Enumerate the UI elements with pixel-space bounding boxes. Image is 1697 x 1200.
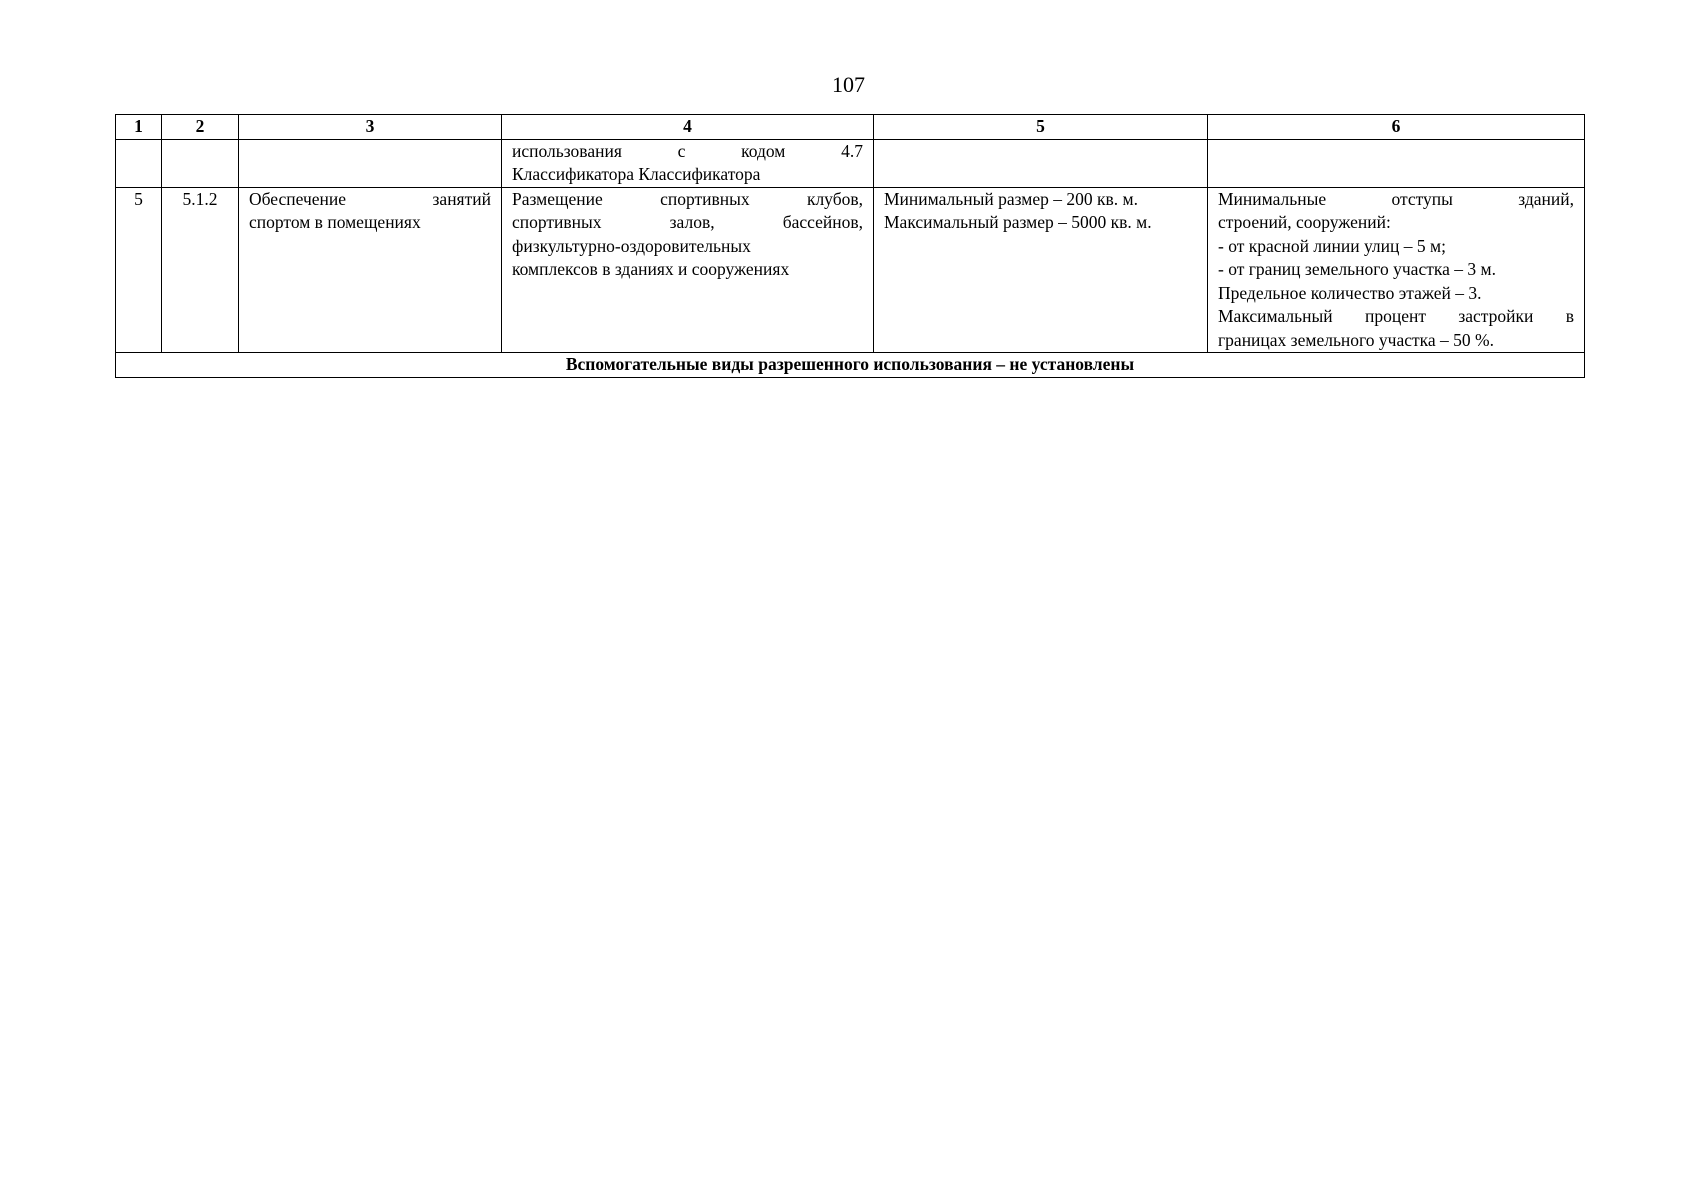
cell-use-description: [502, 187, 874, 353]
text-line: - от границ земельного участка – 3 м.: [1218, 259, 1496, 279]
text-line: - от красной линии улиц – 5 м;: [1218, 235, 1446, 256]
cell-empty: [162, 139, 239, 187]
text-line: Классификатора Классификатора: [512, 164, 761, 184]
text-line: Размещение спортивных клубов,: [512, 188, 863, 209]
continuation-row: [116, 139, 1585, 187]
header-col-3: 3: [239, 115, 502, 140]
cell-empty: [1208, 139, 1585, 187]
cell-row-number: 5: [116, 187, 162, 353]
text-line: комплексов в зданиях и сооружениях: [512, 259, 790, 279]
cell-empty: [239, 139, 502, 187]
table-row: [116, 187, 1585, 353]
text-line: Предельное количество этажей – 3.: [1218, 282, 1482, 303]
text-line: границах земельного участка – 50 %.: [1218, 329, 1494, 350]
text-line: спортивных залов, бассейнов,: [512, 212, 863, 232]
cell-continuation-description: [502, 139, 874, 187]
text-line: строений, сооружений:: [1218, 212, 1391, 232]
header-col-4: 4: [502, 115, 874, 140]
text-line: физкультурно-оздоровительных: [512, 235, 751, 256]
regulations-table: [115, 114, 1585, 378]
text-line: Максимальный процент застройки в: [1218, 306, 1574, 326]
text-line: спортом в помещениях: [249, 212, 421, 232]
header-row: [116, 115, 1585, 140]
text-line: Максимальный размер – 5000 кв. м.: [884, 212, 1152, 232]
header-col-2: 2: [162, 115, 239, 140]
header-col-5: 5: [874, 115, 1208, 140]
text-line: использования с кодом 4.7: [512, 140, 863, 161]
footer-text: Вспомогательные виды разрешенного использования – не установлены: [116, 353, 1585, 378]
cell-use-name: [239, 187, 502, 353]
cell-plot-size: [874, 187, 1208, 353]
cell-empty: [116, 139, 162, 187]
header-col-1: 1: [116, 115, 162, 140]
text-line: Обеспечение занятий: [249, 188, 491, 209]
text-line: Минимальные отступы зданий,: [1218, 188, 1574, 209]
page-number: 107: [832, 72, 865, 97]
cell-empty: [874, 139, 1208, 187]
cell-code: 5.1.2: [162, 187, 239, 353]
header-col-6: 6: [1208, 115, 1585, 140]
text-line: Минимальный размер – 200 кв. м.: [884, 188, 1138, 209]
cell-construction-params: [1208, 187, 1585, 353]
footer-row: [116, 353, 1585, 378]
